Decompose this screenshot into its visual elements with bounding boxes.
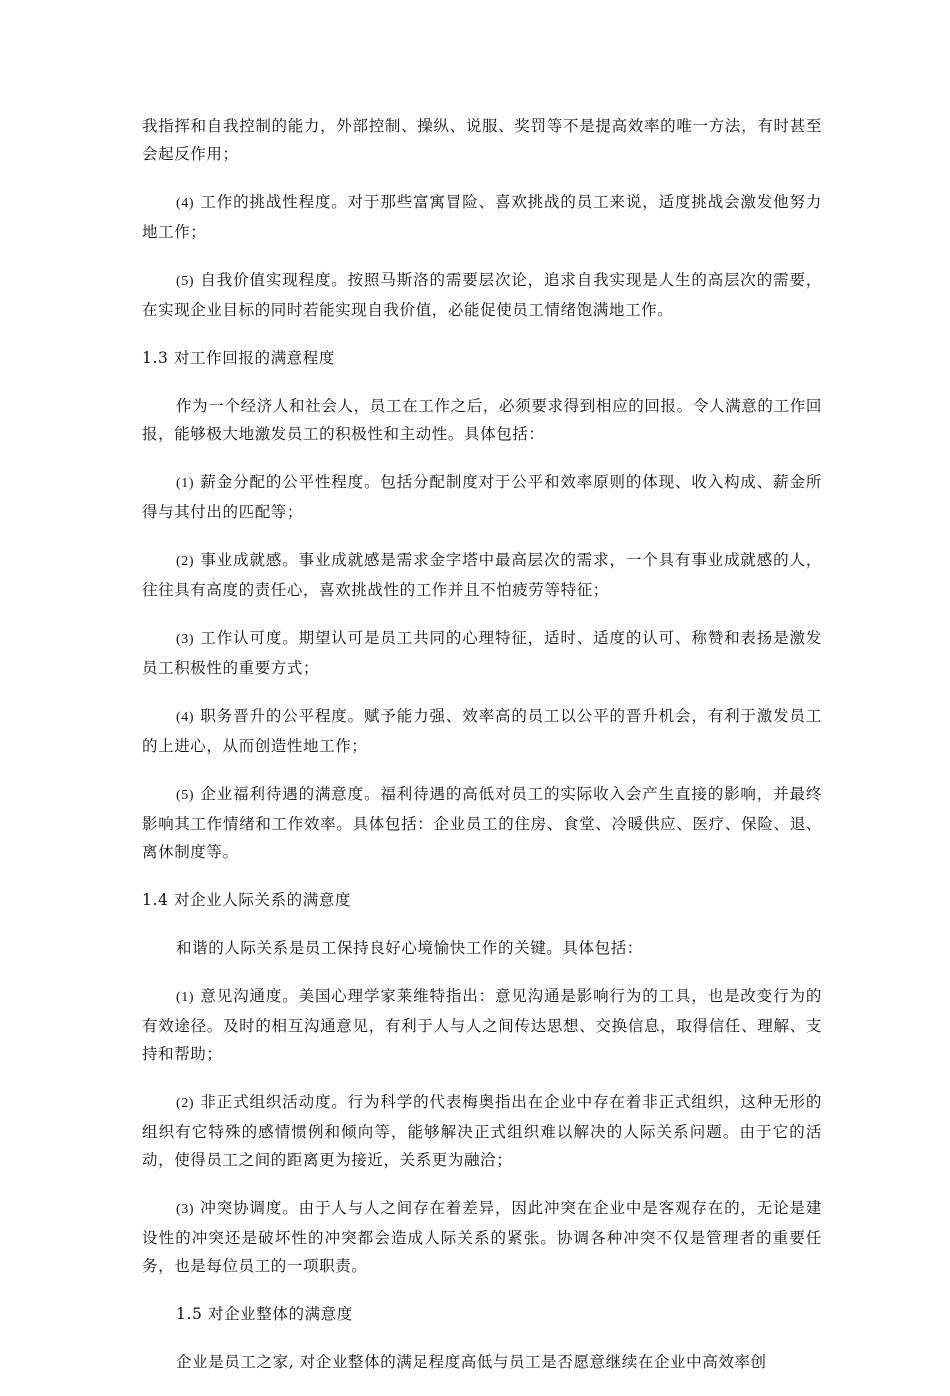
list-item-challenge	[142, 188, 822, 246]
item-number: (3)	[176, 1202, 195, 1217]
item-number: (4)	[176, 710, 195, 725]
document-page	[142, 112, 822, 1396]
item-number: (2)	[176, 1096, 195, 1111]
item-number: (2)	[176, 554, 195, 569]
list-item-conflict	[142, 1194, 822, 1280]
item-number: (5)	[176, 274, 195, 289]
section-heading-1-4: 1.4 对企业人际关系的满意度	[142, 891, 352, 909]
list-item-salary-fairness	[142, 468, 822, 526]
paragraph-work-reward-intro: 作为一个经济人和社会人，员工在工作之后，必须要求得到相应的回报。令人满意的工作回报，能够极大地激发员工的积极性和主动性。具体包括：	[142, 397, 822, 443]
paragraph-enterprise-overall: 企业是员工之家, 对企业整体的满足程度高低与员工是否愿意继续在企业中高效率创	[176, 1353, 767, 1371]
item-number: (1)	[176, 990, 195, 1005]
section-heading-1-3: 1.3 对工作回报的满意程度	[142, 349, 335, 367]
item-number: (1)	[176, 476, 195, 491]
list-item-communication	[142, 982, 822, 1068]
item-text: 自我价值实现程度。按照马斯洛的需要层次论，追求自我实现是人生的高层次的需要，在实现企业目标的同时若能实现自我价值，必能促使员工情绪饱满地工作。	[142, 271, 822, 319]
paragraph-relations-intro: 和谐的人际关系是员工保持良好心境愉快工作的关键。具体包括：	[176, 939, 643, 957]
item-text: 工作认可度。期望认可是员工共同的心理特征，适时、适度的认可、称赞和表扬是激发员工积极性的重要方式；	[142, 629, 822, 677]
item-number: (4)	[176, 196, 195, 211]
list-item-promotion	[142, 702, 822, 760]
item-text: 职务晋升的公平程度。赋予能力强、效率高的员工以公平的晋升机会，有利于激发员工的上进心，从而创造性地工作；	[142, 707, 822, 755]
item-text: 冲突协调度。由于人与人之间存在着差异，因此冲突在企业中是客观存在的，无论是建设性的冲突还是破坏性的冲突都会造成人际关系的紧张。协调各种冲突不仅是管理者的重要任务，也是每位员工的一项职责。	[142, 1199, 822, 1275]
item-text: 事业成就感。事业成就感是需求金字塔中最高层次的需求，一个具有事业成就感的人，往往具有高度的责任心，喜欢挑战性的工作并且不怕疲劳等特征；	[142, 551, 822, 599]
list-item-welfare	[142, 780, 822, 866]
item-number: (3)	[176, 632, 195, 647]
item-text: 工作的挑战性程度。对于那些富寓冒险、喜欢挑战的员工来说，适度挑战会激发他努力地工作；	[142, 193, 822, 241]
item-text: 意见沟通度。美国心理学家莱维特指出：意见沟通是影响行为的工具，也是改变行为的有效途径。及时的相互沟通意见，有利于人与人之间传达思想、交换信息，取得信任、理解、支持和帮助；	[142, 987, 822, 1063]
section-heading-1-5: 1.5 对企业整体的满意度	[176, 1305, 353, 1323]
list-item-recognition	[142, 624, 822, 682]
list-item-self-actualization	[142, 266, 822, 324]
item-text: 企业福利待遇的满意度。福利待遇的高低对员工的实际收入会产生直接的影响，并最终影响其工作情绪和工作效率。具体包括：企业员工的住房、食堂、冷暖供应、医疗、保险、退、离休制度等。	[142, 785, 822, 861]
item-text: 非正式组织活动度。行为科学的代表梅奥指出在企业中存在着非正式组织，这种无形的组织有它特殊的感情惯例和倾向等，能够解决正式组织难以解决的人际关系问题。由于它的活动，使得员工之间的距离更为接近，关系更为融洽；	[142, 1093, 822, 1169]
list-item-achievement	[142, 546, 822, 604]
paragraph-continuation: 我指挥和自我控制的能力，外部控制、操纵、说服、奖罚等不是提高效率的唯一方法，有时甚至会起反作用；	[142, 117, 822, 163]
list-item-informal-organization	[142, 1088, 822, 1174]
item-text: 薪金分配的公平性程度。包括分配制度对于公平和效率原则的体现、收入构成、薪金所得与其付出的匹配等；	[142, 473, 822, 521]
item-number: (5)	[176, 788, 195, 803]
